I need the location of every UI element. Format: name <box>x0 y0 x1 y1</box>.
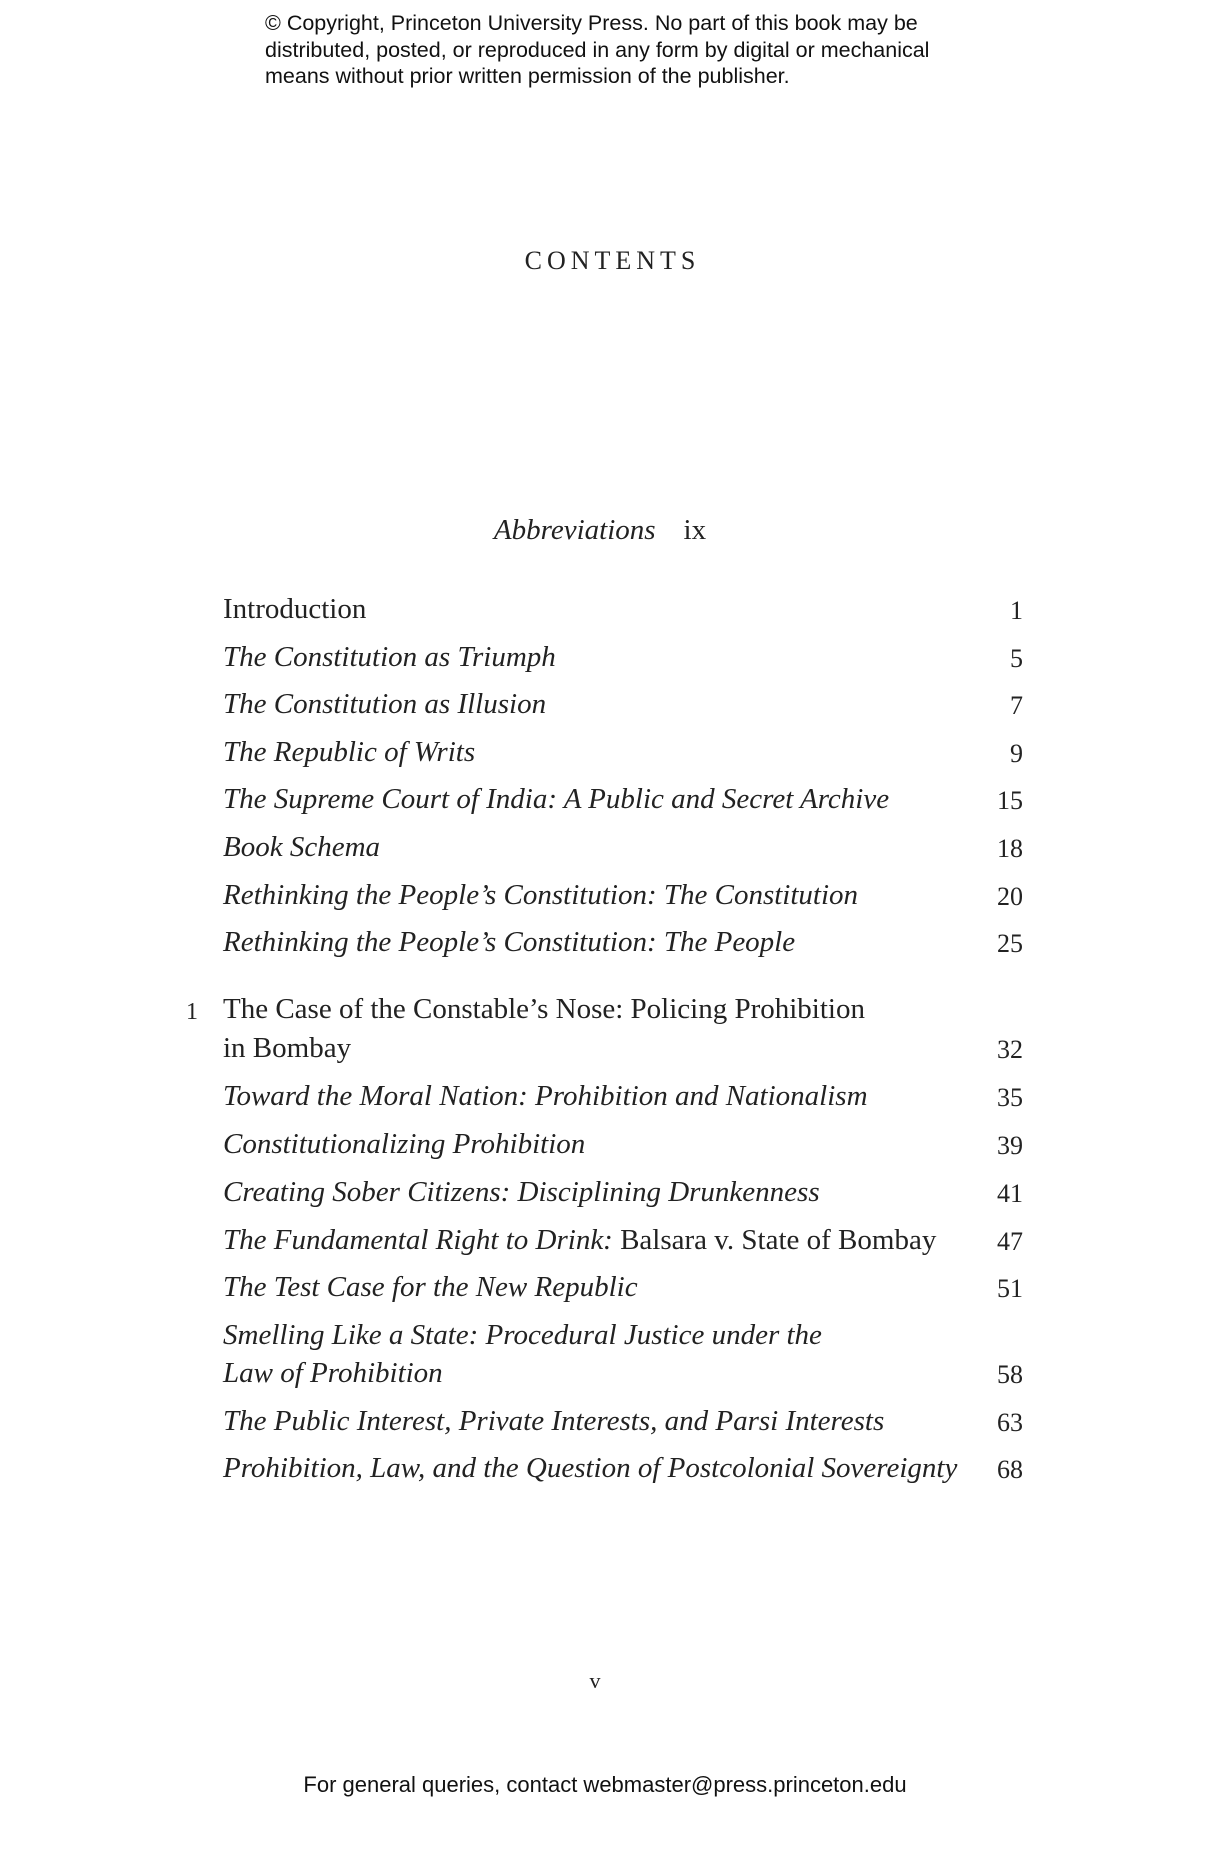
toc-chapter-number: 1 <box>186 999 198 1025</box>
toc-entry-title: The Case of the Constable’s Nose: Policing Prohibition <box>223 993 865 1025</box>
copyright-line: distributed, posted, or reproduced in any form by digital or mechanical <box>265 37 930 62</box>
copyright-notice <box>265 10 1025 90</box>
toc-entry-page: 7 <box>1010 691 1023 720</box>
copyright-line: means without prior written permission of the publisher. <box>265 64 790 88</box>
toc-entry-title: Smelling Like a State: Procedural Justice under the <box>223 1319 822 1351</box>
toc-entry-page: 25 <box>997 929 1023 958</box>
toc-entry-title: The Constitution as Triumph <box>223 641 556 673</box>
toc-entry-page: 47 <box>997 1227 1023 1256</box>
toc-section <box>0 879 1225 919</box>
toc-entry-page: 32 <box>997 1035 1023 1064</box>
toc-entry-page: 20 <box>997 882 1023 911</box>
toc-entry-title: Abbreviations <box>493 514 656 546</box>
toc-entry-title: Toward the Moral Nation: Prohibition and Nationalism <box>223 1080 868 1112</box>
toc-section <box>0 1452 1225 1492</box>
toc-entry-title: The Public Interest, Private Interests, and Parsi Interests <box>223 1405 885 1437</box>
toc-section <box>0 641 1225 681</box>
toc-section <box>0 1319 1225 1359</box>
toc-section <box>0 1080 1225 1120</box>
page-title: CONTENTS <box>524 246 701 275</box>
toc-entry-page: 68 <box>997 1455 1023 1484</box>
toc-entry-title: Introduction <box>223 593 367 625</box>
toc-entry-page: ix <box>683 514 707 546</box>
toc-entry-page: 15 <box>997 786 1023 815</box>
toc-entry-page: 63 <box>997 1408 1023 1437</box>
toc-entry-page: 41 <box>997 1179 1023 1208</box>
footer-contact: For general queries, contact webmaster@press.princeton.edu <box>303 1772 907 1797</box>
toc-section-cont <box>0 1357 1225 1397</box>
toc-section <box>0 831 1225 871</box>
toc-section <box>0 926 1225 966</box>
toc-entry-title: The Republic of Writs <box>223 736 476 768</box>
toc-entry-case-name: Balsara v. State of Bombay <box>620 1224 937 1256</box>
toc-entry-title: Law of Prohibition <box>223 1357 443 1389</box>
toc-entry-title: Book Schema <box>223 831 381 863</box>
toc-section <box>0 688 1225 728</box>
toc-entry-title: The Fundamental Right to Drink: <box>223 1224 613 1256</box>
toc-entry-title: The Test Case for the New Republic <box>223 1271 638 1303</box>
toc-entry-title: Creating Sober Citizens: Disciplining Drunkenness <box>223 1176 820 1208</box>
toc-chapter-1 <box>0 993 1225 1033</box>
toc-entry-page: 1 <box>1010 596 1023 625</box>
toc-section <box>0 1405 1225 1445</box>
toc-entry-page: 5 <box>1010 644 1023 673</box>
toc-section <box>0 736 1225 776</box>
toc-entry-abbreviations <box>0 514 1200 547</box>
copyright-line: © Copyright, Princeton University Press. No part of this book may be <box>265 11 918 35</box>
toc-entry-page: 58 <box>997 1360 1023 1389</box>
toc-section <box>0 1176 1225 1216</box>
toc-entry-title: Prohibition, Law, and the Question of Postcolonial Sovereignty <box>223 1452 958 1484</box>
toc-section <box>0 1224 1225 1264</box>
toc-entry-introduction <box>0 593 1225 633</box>
toc-entry-page: 51 <box>997 1274 1023 1303</box>
toc-entry-title: Rethinking the People’s Constitution: The People <box>223 926 796 958</box>
toc-section <box>0 1271 1225 1311</box>
toc-entry-page: 35 <box>997 1083 1023 1112</box>
toc-entry-page: 9 <box>1010 739 1023 768</box>
toc-chapter-1-cont <box>0 1032 1225 1072</box>
toc-entry-title: Constitutionalizing Prohibition <box>223 1128 586 1160</box>
toc-entry-page: 39 <box>997 1131 1023 1160</box>
toc-section <box>0 783 1225 823</box>
toc-entry-title-wrap <box>223 1224 936 1257</box>
toc-section <box>0 1128 1225 1168</box>
toc-entry-title: The Supreme Court of India: A Public and Secret Archive <box>223 783 890 815</box>
toc-entry-page: 18 <box>997 834 1023 863</box>
toc-entry-title: in Bombay <box>223 1032 352 1064</box>
toc-entry-title: Rethinking the People’s Constitution: The Constitution <box>223 879 859 911</box>
page-number: v <box>589 1668 601 1693</box>
toc-entry-title: The Constitution as Illusion <box>223 688 547 720</box>
